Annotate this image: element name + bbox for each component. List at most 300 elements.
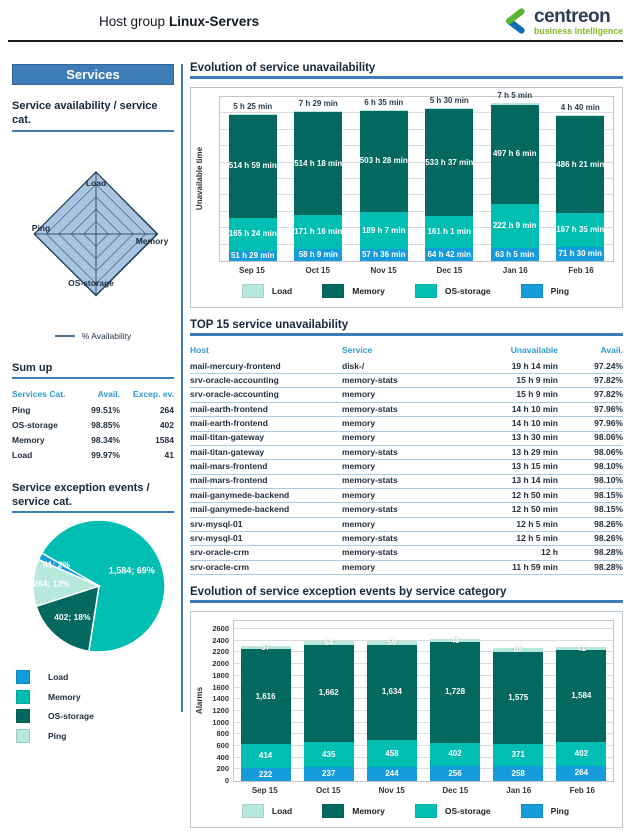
cell-host: mail-mars-frontend bbox=[190, 475, 268, 486]
radar-chart-svg bbox=[12, 156, 180, 316]
sumup-header-row bbox=[12, 387, 174, 402]
cell-unavailable: 13 h 14 min bbox=[511, 475, 558, 486]
x-axis-label: Jan 16 bbox=[506, 786, 532, 796]
cell-unavailable: 12 h 5 min bbox=[516, 532, 558, 543]
bar-total-label: 7 h 29 min bbox=[298, 98, 338, 108]
cell-host: mail-ganymede-backend bbox=[190, 489, 290, 500]
y-tick-label: 2400 bbox=[212, 635, 229, 645]
legend-item-os-storage bbox=[415, 284, 491, 298]
bar-value-label: 64 bbox=[324, 637, 334, 647]
top15-table bbox=[190, 344, 623, 575]
y-tick-label: 2000 bbox=[212, 659, 229, 669]
sumup-title: Sum up bbox=[12, 361, 53, 374]
y-tick-label: 400 bbox=[216, 752, 229, 762]
cell-unavailable: 15 h 9 min bbox=[516, 374, 558, 385]
bar-value-label: 371 bbox=[511, 750, 525, 760]
table-row bbox=[190, 388, 623, 402]
cell-unavailable: 15 h 9 min bbox=[516, 389, 558, 400]
cell-avail: 98.06% bbox=[594, 432, 623, 443]
y-tick-label: 0 bbox=[224, 776, 229, 786]
cell-unavailable: 13 h 15 min bbox=[511, 461, 558, 472]
bar-segment-os-storage bbox=[294, 215, 342, 249]
legend-label: OS-storage bbox=[444, 806, 491, 817]
x-axis-label: Oct 15 bbox=[316, 786, 341, 796]
cell-service: memory bbox=[342, 389, 376, 400]
column-header-avail: Avail. bbox=[600, 345, 623, 355]
cell-unavailable: 14 h 10 min bbox=[511, 403, 558, 414]
legend-item-ping bbox=[16, 729, 174, 743]
bar-segment-ping bbox=[360, 249, 408, 261]
cell-exception-events: 264 bbox=[159, 404, 174, 415]
pie-legend bbox=[16, 670, 174, 743]
section-underline bbox=[190, 76, 623, 79]
cell-availability: 98.85% bbox=[91, 419, 120, 430]
table-row bbox=[190, 546, 623, 560]
bar-value-label: 402 bbox=[574, 748, 589, 758]
cell-service: memory-stats bbox=[342, 374, 398, 385]
x-axis-label: Feb 16 bbox=[569, 786, 595, 796]
bar-segment-load bbox=[556, 644, 606, 654]
bar-segment-os-storage bbox=[425, 216, 473, 248]
table-row bbox=[190, 417, 623, 431]
legend-label: Memory bbox=[48, 691, 81, 702]
table-row bbox=[190, 446, 623, 460]
x-axis-labels bbox=[219, 266, 614, 275]
x-axis-label: Nov 15 bbox=[378, 786, 405, 796]
bar-oct-15 bbox=[304, 637, 354, 781]
bar-segment-os-storage bbox=[367, 740, 417, 767]
legend-swatch bbox=[16, 690, 30, 704]
x-axis-label: Oct 15 bbox=[305, 266, 330, 275]
pie-chart-svg bbox=[12, 517, 182, 657]
cell-avail: 98.15% bbox=[594, 504, 623, 515]
legend-label: Load bbox=[48, 672, 69, 683]
bar-sep-15 bbox=[241, 643, 291, 781]
bar-segment-memory bbox=[425, 109, 473, 216]
radar-axis-label-os-storage: OS-storage bbox=[68, 277, 114, 288]
bar-total-label: 5 h 30 min bbox=[429, 96, 469, 106]
legend-swatch bbox=[16, 709, 30, 723]
section-underline bbox=[12, 130, 174, 132]
bar-value-label: 64 h 42 min bbox=[427, 249, 472, 259]
chart-legend bbox=[197, 284, 614, 298]
bar-total-label: 7 h 5 min bbox=[497, 91, 533, 101]
column-header-avail: Avail. bbox=[97, 389, 120, 400]
bar-value-label: 264 bbox=[574, 768, 589, 778]
cell-host: srv-oracle-accounting bbox=[190, 374, 279, 385]
bar-jan-16 bbox=[491, 91, 539, 261]
cell-service: memory bbox=[342, 518, 376, 529]
cell-avail: 97.96% bbox=[594, 418, 623, 428]
bar-value-label: 1,662 bbox=[318, 688, 339, 698]
bar-value-label: 256 bbox=[448, 768, 462, 778]
y-axis-label: Alarms bbox=[195, 686, 205, 714]
cell-host: mail-ganymede-backend bbox=[190, 504, 290, 515]
table-row bbox=[190, 460, 623, 474]
x-axis-label: Feb 16 bbox=[568, 266, 594, 275]
legend-swatch bbox=[521, 804, 543, 818]
bar-segment-ping bbox=[556, 247, 604, 261]
page-title bbox=[99, 14, 259, 29]
bar-segment-load bbox=[556, 115, 604, 116]
radar-legend-label: % Availability bbox=[81, 330, 132, 341]
legend-label: Load bbox=[271, 286, 293, 296]
cell-category: OS-storage bbox=[12, 419, 58, 430]
cell-avail: 98.06% bbox=[594, 446, 623, 457]
bar-segment-load bbox=[430, 635, 480, 645]
bar-segment-load bbox=[493, 645, 543, 655]
cell-unavailable: 12 h bbox=[540, 547, 558, 558]
legend-item-memory bbox=[322, 284, 385, 298]
bar-segment-ping bbox=[430, 766, 480, 781]
bar-feb-16 bbox=[556, 102, 605, 261]
bar-segment-ping bbox=[294, 249, 342, 261]
logo-text bbox=[534, 7, 623, 36]
cell-service: memory-stats bbox=[342, 403, 398, 414]
bar-value-label: 63 h 5 min bbox=[495, 249, 535, 259]
sidebar bbox=[12, 64, 174, 748]
legend-item-os-storage bbox=[16, 709, 174, 723]
table-row bbox=[190, 532, 623, 546]
legend-item-load bbox=[16, 670, 174, 684]
x-axis-label: Dec 15 bbox=[442, 786, 469, 796]
column-header-unavailable: Unavailable bbox=[510, 345, 558, 355]
legend-label: Memory bbox=[352, 806, 385, 817]
bar-value-label: 533 h 37 min bbox=[425, 157, 474, 167]
y-tick-label: 200 bbox=[216, 764, 229, 774]
y-tick-label: 1400 bbox=[212, 694, 229, 704]
bar-dec-15 bbox=[430, 635, 480, 781]
bar-segment-memory bbox=[367, 645, 417, 741]
legend-item-load bbox=[242, 804, 292, 818]
cell-availability: 99.51% bbox=[91, 404, 120, 415]
cell-avail: 98.15% bbox=[594, 489, 623, 500]
cell-host: mail-titan-gateway bbox=[190, 446, 265, 457]
bar-value-label: 1,575 bbox=[508, 693, 529, 703]
exception-chart-title: Evolution of service exception events by service category bbox=[190, 586, 507, 599]
exception-pie-chart bbox=[12, 517, 174, 662]
legend-item-ping bbox=[521, 284, 569, 298]
cell-unavailable: 12 h 50 min bbox=[511, 504, 558, 515]
cell-service: memory-stats bbox=[342, 532, 398, 543]
cell-exception-events: 1584 bbox=[155, 435, 174, 446]
unavailability-chart bbox=[190, 87, 623, 308]
cell-host: mail-mercury-frontend bbox=[190, 360, 281, 371]
table-row bbox=[12, 448, 174, 463]
x-axis-label: Jan 16 bbox=[502, 266, 528, 275]
exception-chart bbox=[190, 611, 623, 828]
x-axis-labels bbox=[233, 786, 614, 795]
bar-value-label: 41 bbox=[576, 644, 586, 654]
legend-swatch bbox=[16, 729, 30, 743]
y-tick-label: 800 bbox=[216, 729, 229, 739]
exception-evolution-section bbox=[190, 586, 623, 828]
legend-item-memory bbox=[16, 690, 174, 704]
bar-segment-ping bbox=[229, 251, 277, 261]
section-underline bbox=[12, 511, 174, 513]
cell-unavailable: 12 h 50 min bbox=[511, 489, 558, 500]
cell-exception-events: 41 bbox=[164, 450, 174, 461]
bar-segment-load bbox=[229, 114, 277, 115]
bar-segment-os-storage bbox=[360, 212, 408, 250]
header-divider bbox=[8, 40, 623, 42]
bar-segment-os-storage bbox=[241, 744, 291, 768]
cell-service: memory bbox=[342, 461, 376, 472]
cell-avail: 98.28% bbox=[594, 561, 623, 572]
cell-unavailable: 13 h 30 min bbox=[511, 432, 558, 443]
cell-service: memory-stats bbox=[342, 475, 398, 486]
cell-exception-events: 402 bbox=[159, 419, 174, 430]
bar-segment-ping bbox=[241, 768, 291, 781]
column-header-service: Service bbox=[342, 345, 373, 355]
cell-service: disk-/ bbox=[342, 360, 365, 371]
bar-segment-load bbox=[367, 638, 417, 648]
cell-avail: 98.26% bbox=[594, 532, 623, 543]
legend-item-ping bbox=[521, 804, 569, 818]
legend-swatch bbox=[16, 670, 30, 684]
sumup-table bbox=[12, 387, 174, 463]
exception-section-title: Service exception events / service cat. bbox=[12, 481, 150, 509]
bar-value-label: 458 bbox=[385, 748, 399, 758]
cell-avail: 97.24% bbox=[594, 360, 623, 371]
bar-segment-load bbox=[241, 643, 291, 653]
bar-total-label: 4 h 40 min bbox=[560, 102, 600, 112]
legend-item-load bbox=[242, 284, 292, 298]
cell-avail: 98.28% bbox=[594, 547, 623, 558]
table-row bbox=[190, 503, 623, 517]
unavailability-chart-title: Evolution of service unavailability bbox=[190, 62, 376, 74]
cell-avail: 97.96% bbox=[594, 403, 623, 414]
radar-legend bbox=[12, 331, 174, 341]
y-tick-label: 1600 bbox=[212, 682, 229, 692]
bar-segment-load bbox=[304, 637, 354, 647]
y-tick-label: 2600 bbox=[212, 624, 229, 634]
bar-segment-os-storage bbox=[556, 742, 606, 766]
bar-value-label: 503 h 28 min bbox=[359, 156, 408, 166]
section-underline bbox=[190, 333, 623, 336]
bar-value-label: 244 bbox=[385, 769, 399, 779]
legend-label: Memory bbox=[352, 286, 385, 296]
table-row bbox=[12, 432, 174, 447]
bar-segment-os-storage bbox=[493, 744, 543, 766]
cell-host: srv-oracle-accounting bbox=[190, 389, 279, 400]
cell-unavailable: 14 h 10 min bbox=[511, 418, 558, 428]
bar-segment-os-storage bbox=[556, 213, 604, 247]
table-row bbox=[190, 374, 623, 388]
bar-value-label: 71 h 30 min bbox=[558, 248, 603, 258]
table-row bbox=[190, 518, 623, 532]
bar-segment-ping bbox=[367, 767, 417, 781]
table-row bbox=[190, 360, 623, 374]
cell-avail: 98.10% bbox=[594, 475, 623, 486]
cell-host: mail-mars-frontend bbox=[190, 461, 268, 472]
legend-item-os-storage bbox=[415, 804, 491, 818]
cell-service: memory bbox=[342, 432, 376, 443]
legend-swatch bbox=[322, 804, 344, 818]
bar-value-label: 1,634 bbox=[381, 687, 402, 697]
logo-tagline: business intelligence bbox=[534, 25, 623, 36]
bar-segment-memory bbox=[556, 650, 606, 743]
legend-label: Ping bbox=[48, 730, 67, 741]
bar-segment-memory bbox=[229, 115, 277, 218]
bar-segment-load bbox=[294, 111, 342, 112]
cell-service: memory bbox=[342, 489, 376, 500]
bar-value-label: 59 bbox=[387, 638, 397, 648]
logo-name: centreon bbox=[534, 5, 611, 27]
cell-host: srv-mysql-01 bbox=[190, 518, 243, 529]
cell-avail: 98.26% bbox=[594, 518, 623, 529]
bar-oct-15 bbox=[294, 98, 343, 261]
section-underline bbox=[190, 600, 623, 603]
legend-swatch bbox=[415, 804, 437, 818]
legend-label: OS-storage bbox=[48, 711, 94, 722]
cell-availability: 99.97% bbox=[91, 450, 120, 461]
x-axis-label: Dec 15 bbox=[436, 266, 463, 275]
x-axis-label: Nov 15 bbox=[370, 266, 397, 275]
cell-unavailable: 13 h 29 min bbox=[511, 446, 558, 457]
bar-sep-15 bbox=[228, 101, 277, 261]
bar-value-label: 161 h 1 min bbox=[427, 226, 472, 236]
bar-segment-ping bbox=[493, 766, 543, 781]
bar-total-label: 5 h 25 min bbox=[233, 101, 273, 111]
bar-segment-memory bbox=[304, 645, 354, 742]
cell-service: memory-stats bbox=[342, 504, 398, 515]
bar-segment-os-storage bbox=[304, 742, 354, 767]
cell-service: memory-stats bbox=[342, 547, 398, 558]
bar-value-label: 167 h 35 min bbox=[556, 224, 605, 234]
y-axis-label: Unavailable time bbox=[195, 146, 205, 210]
pie-slice-label: 1,584; 69% bbox=[108, 565, 155, 576]
bar-value-label: 435 bbox=[322, 749, 336, 759]
cell-avail: 97.82% bbox=[594, 374, 623, 385]
pie-slice-label: 264; 12% bbox=[33, 579, 70, 590]
cell-availability: 98.34% bbox=[91, 435, 120, 446]
bar-value-label: 165 h 24 min bbox=[228, 229, 277, 239]
radar-axis-label-memory: Memory bbox=[135, 235, 169, 246]
bar-segment-os-storage bbox=[491, 204, 539, 248]
bar-segment-memory bbox=[430, 642, 480, 743]
top15-header-row bbox=[190, 344, 623, 360]
y-tick-label: 1800 bbox=[212, 670, 229, 680]
radar-axis-label-ping: Ping bbox=[31, 222, 51, 233]
legend-item-memory bbox=[322, 804, 385, 818]
y-tick-label: 600 bbox=[216, 741, 229, 751]
legend-swatch bbox=[322, 284, 344, 298]
table-row bbox=[190, 403, 623, 417]
bar-segment-os-storage bbox=[229, 218, 277, 251]
table-row bbox=[190, 475, 623, 489]
bar-value-label: 1,584 bbox=[571, 690, 592, 700]
x-axis-label: Sep 15 bbox=[239, 266, 265, 275]
legend-label: Load bbox=[271, 806, 293, 817]
bar-segment-memory bbox=[360, 111, 408, 212]
bar-dec-15 bbox=[425, 96, 474, 261]
cell-service: memory bbox=[342, 561, 376, 572]
y-tick-label: 1200 bbox=[212, 705, 229, 715]
cell-category: Memory bbox=[12, 435, 45, 446]
bar-segment-memory bbox=[491, 105, 539, 204]
cell-unavailable: 11 h 59 min bbox=[512, 561, 558, 572]
bar-value-label: 514 h 59 min bbox=[228, 161, 277, 171]
bar-value-label: 51 h 29 min bbox=[230, 250, 275, 260]
bar-segment-load bbox=[360, 110, 408, 111]
legend-label: Ping bbox=[550, 286, 570, 296]
cell-host: mail-earth-frontend bbox=[190, 418, 268, 428]
plot-area bbox=[212, 620, 614, 786]
bar-value-label: 57 bbox=[261, 643, 271, 653]
bar-segment-ping bbox=[425, 248, 473, 261]
legend-swatch bbox=[242, 804, 264, 818]
cell-host: srv-oracle-crm bbox=[190, 561, 250, 572]
bar-segment-memory bbox=[294, 112, 342, 215]
cell-service: memory bbox=[342, 418, 376, 428]
host-group-name: Linux-Servers bbox=[169, 14, 260, 29]
bar-value-label: 48 bbox=[450, 635, 460, 645]
bar-nov-15 bbox=[359, 97, 408, 261]
cell-host: mail-titan-gateway bbox=[190, 432, 265, 443]
plot-area bbox=[219, 91, 614, 262]
services-banner: Services bbox=[12, 64, 174, 85]
bar-value-label: 57 h 36 min bbox=[361, 250, 406, 260]
table-row bbox=[12, 402, 174, 417]
cell-service: memory-stats bbox=[342, 446, 398, 457]
cell-avail: 98.10% bbox=[594, 461, 623, 472]
table-row bbox=[190, 432, 623, 446]
legend-label: Ping bbox=[550, 806, 570, 817]
bar-value-label: 237 bbox=[322, 769, 336, 779]
page-title-prefix: Host group bbox=[99, 14, 166, 29]
bar-value-label: 58 h 9 min bbox=[298, 250, 338, 260]
centreon-logo-icon bbox=[499, 6, 529, 36]
legend-swatch bbox=[521, 284, 543, 298]
pie-slice-label: 402; 18% bbox=[54, 612, 91, 623]
bar-value-label: 486 h 21 min bbox=[556, 159, 605, 169]
radar-axis-label-load: Load bbox=[85, 177, 107, 188]
cell-avail: 97.82% bbox=[594, 389, 623, 400]
bar-segment-load bbox=[425, 108, 473, 109]
unavailability-section bbox=[190, 62, 623, 308]
bar-value-label: 1,616 bbox=[255, 691, 276, 701]
cell-unavailable: 12 h 5 min bbox=[516, 518, 558, 529]
bar-value-label: 258 bbox=[511, 768, 525, 778]
legend-line-swatch bbox=[55, 335, 75, 337]
bars-row bbox=[220, 91, 613, 261]
bar-value-label: 222 h 9 min bbox=[492, 221, 537, 231]
cell-host: srv-mysql-01 bbox=[190, 532, 243, 543]
main-content bbox=[190, 62, 623, 839]
column-header-services-cat: Services Cat. bbox=[12, 389, 66, 400]
bar-total-label: 6 h 35 min bbox=[364, 97, 404, 107]
bar-segment-ping bbox=[556, 766, 606, 781]
bar-segment-load bbox=[491, 103, 539, 104]
pie-slice-label: 41; 2% bbox=[43, 560, 71, 571]
bar-segment-memory bbox=[241, 649, 291, 744]
legend-swatch bbox=[242, 284, 264, 298]
y-tick-label: 2200 bbox=[212, 647, 229, 657]
bar-value-label: 402 bbox=[448, 749, 462, 759]
bars-row bbox=[234, 621, 613, 781]
x-axis-label: Sep 15 bbox=[251, 786, 278, 796]
bar-jan-16 bbox=[493, 645, 543, 781]
availability-radar-chart bbox=[12, 156, 174, 321]
bar-segment-ping bbox=[304, 767, 354, 781]
bar-value-label: 189 h 7 min bbox=[361, 225, 406, 235]
table-row bbox=[12, 417, 174, 432]
bar-segment-os-storage bbox=[430, 743, 480, 767]
bar-value-label: 222 bbox=[258, 769, 273, 779]
centreon-logo bbox=[499, 6, 623, 36]
table-row bbox=[190, 489, 623, 503]
